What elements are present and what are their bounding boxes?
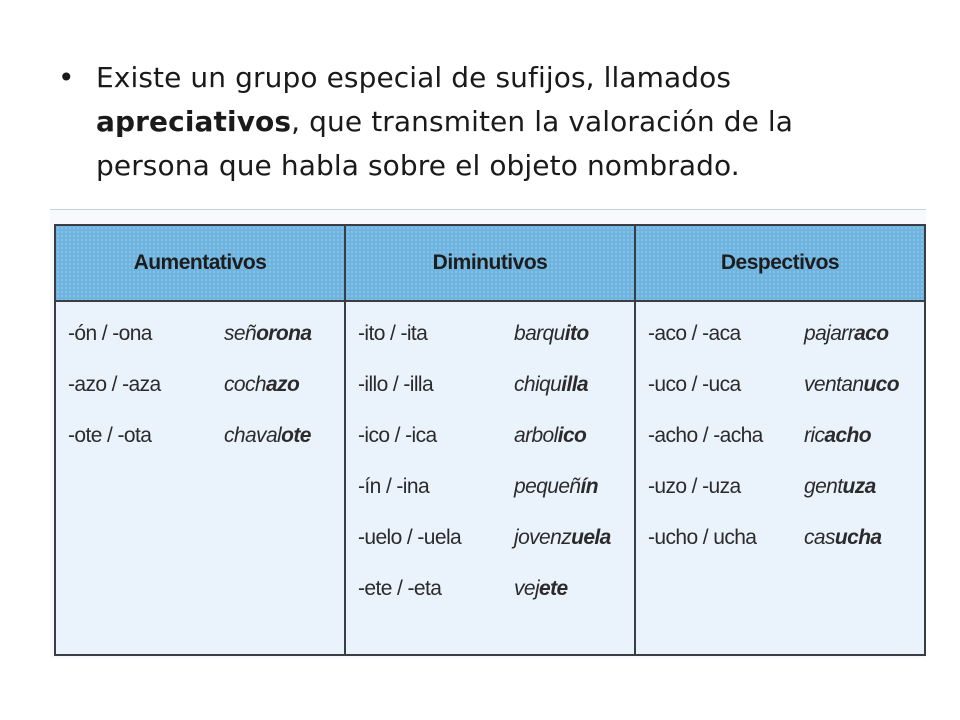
example-ending: uco [863, 373, 899, 396]
example-word [514, 577, 568, 628]
suffix-table-image [50, 209, 926, 658]
example-ending: ote [281, 424, 311, 447]
example-ending: acho [824, 424, 871, 447]
suffix-text: -ón / -ona [68, 322, 152, 345]
bullet-symbol: • [58, 61, 75, 94]
example-stem: señ [224, 322, 257, 345]
example-word [224, 373, 299, 424]
suffix-list [56, 302, 344, 475]
header-aumentativos: Aumentativos [55, 225, 345, 301]
example-word [514, 475, 598, 526]
example-word [804, 424, 871, 475]
example-stem: vej [514, 577, 540, 600]
example-stem: jovenz [514, 526, 572, 549]
example-stem: cas [804, 526, 835, 549]
suffix-text: -illo / -illa [358, 373, 434, 396]
column-despectivos [635, 301, 925, 655]
example-word [224, 322, 311, 373]
example-stem: gent [804, 475, 843, 498]
example-ending: uela [571, 526, 611, 549]
example-ending: illa [561, 373, 589, 396]
example-stem: ventan [804, 373, 864, 396]
list-item [68, 424, 344, 475]
example-ending: uza [842, 475, 876, 498]
example-word [224, 424, 311, 475]
example-word [514, 424, 586, 475]
example-word [514, 373, 588, 424]
table-header-row [55, 225, 925, 301]
suffix-text: -ín / -ina [358, 475, 430, 498]
bullet-text-part2: , que transmiten la valoración de la persona que habla sobre el objeto nombrado. [96, 105, 794, 182]
column-aumentativos [55, 301, 345, 655]
example-stem: arbol [514, 424, 558, 447]
list-item [648, 526, 924, 577]
table-body-row [55, 301, 925, 655]
list-item [358, 577, 634, 628]
example-ending: ito [564, 322, 589, 345]
example-word [514, 526, 611, 577]
list-item [648, 475, 924, 526]
list-item [358, 424, 634, 475]
suffix-text: -ete / -eta [358, 577, 442, 600]
suffix-text: -acho / -acha [648, 424, 763, 447]
example-stem: chiqu [514, 373, 562, 396]
example-ending: ico [557, 424, 587, 447]
bullet-text-bold: apreciativos [96, 105, 292, 138]
list-item [358, 322, 634, 373]
suffix-text: -ico / -ica [358, 424, 437, 447]
suffix-text: -azo / -aza [68, 373, 161, 396]
example-stem: ric [804, 424, 825, 447]
bullet-text [96, 56, 858, 188]
list-item [648, 424, 924, 475]
suffix-text: -ucho / ucha [648, 526, 757, 549]
list-item [358, 475, 634, 526]
list-item [358, 373, 634, 424]
example-word [804, 526, 882, 577]
list-item [358, 526, 634, 577]
example-word [804, 373, 899, 424]
suffix-table [54, 224, 926, 656]
example-stem: pequeñ [514, 475, 581, 498]
example-word [804, 322, 888, 373]
bullet-text-part1: Existe un grupo especial de sufijos, llamados [96, 61, 732, 94]
header-diminutivos: Diminutivos [345, 225, 635, 301]
example-ending: ucha [834, 526, 882, 549]
suffix-text: -ote / -ota [68, 424, 152, 447]
suffix-list [346, 302, 634, 628]
example-ending: ete [539, 577, 568, 600]
suffix-text: -uelo / -uela [358, 526, 462, 549]
suffix-text: -uco / -uca [648, 373, 741, 396]
example-stem: barqu [514, 322, 565, 345]
suffix-list [636, 302, 924, 577]
example-stem: chaval [224, 424, 282, 447]
example-ending: ín [580, 475, 598, 498]
column-diminutivos [345, 301, 635, 655]
example-stem: pajarr [804, 322, 855, 345]
header-despectivos: Despectivos [635, 225, 925, 301]
example-word [514, 322, 589, 373]
example-ending: orona [256, 322, 312, 345]
bullet-paragraph [58, 56, 858, 188]
example-ending: aco [854, 322, 889, 345]
example-ending: azo [265, 373, 300, 396]
suffix-text: -uzo / -uza [648, 475, 741, 498]
suffix-text: -ito / -ita [358, 322, 428, 345]
list-item [68, 322, 344, 373]
list-item [68, 373, 344, 424]
list-item [648, 373, 924, 424]
example-word [804, 475, 876, 526]
example-stem: coch [224, 373, 266, 396]
list-item [648, 322, 924, 373]
suffix-text: -aco / -aca [648, 322, 741, 345]
